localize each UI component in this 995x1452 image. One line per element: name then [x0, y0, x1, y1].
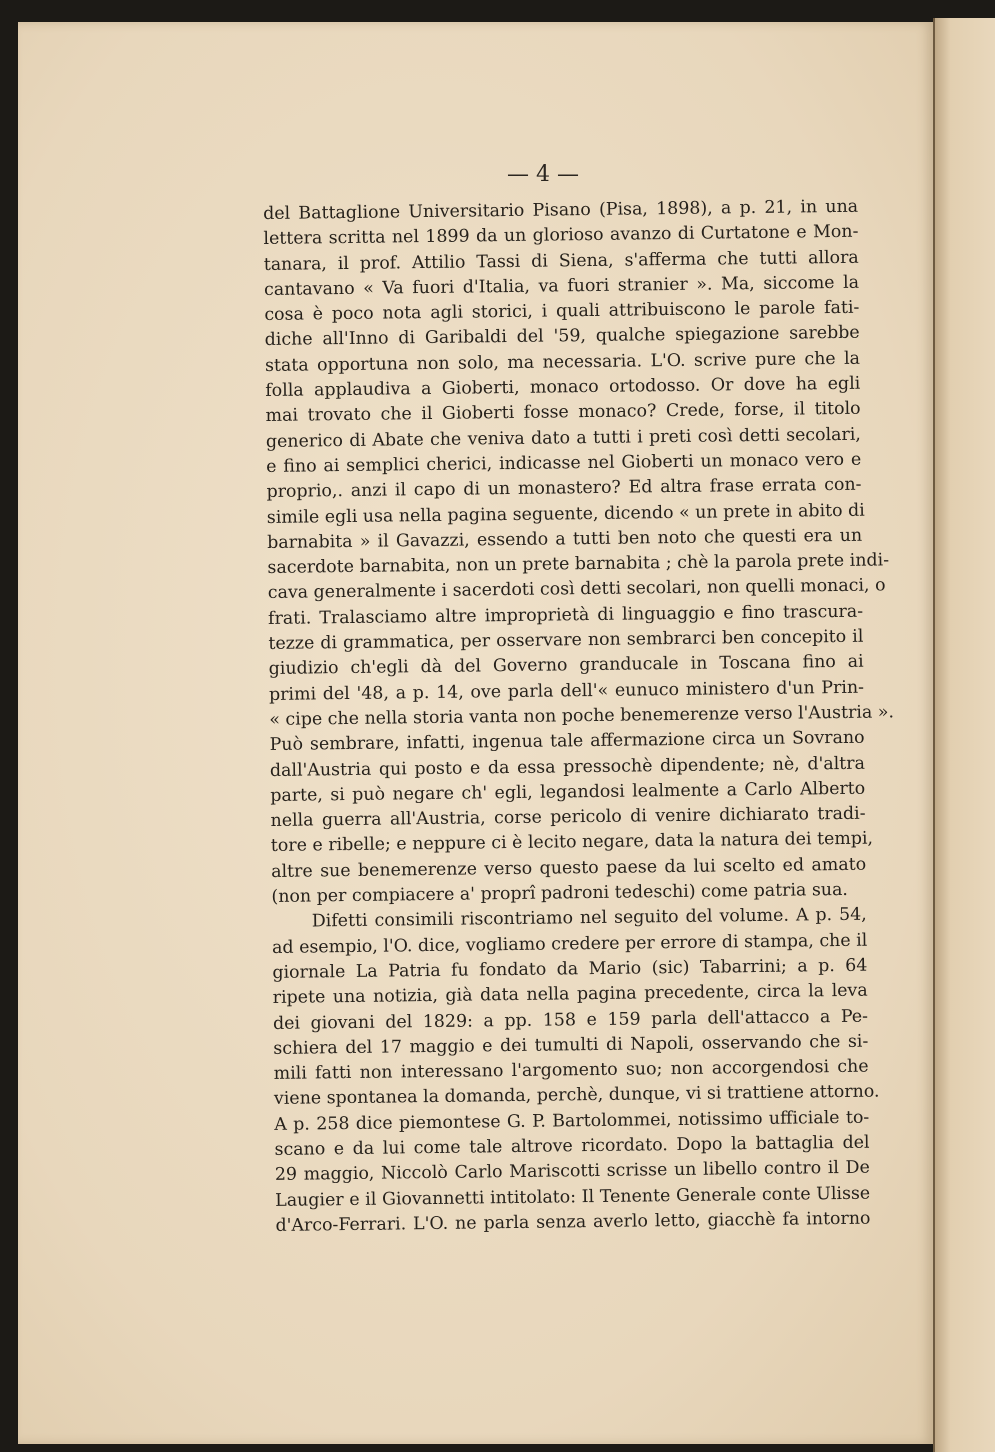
text-line: cantavano « Va fuori d'Italia, va fuori stranier ». Ma, siccome la	[263, 272, 860, 300]
text-line: e fino ai semplici cherici, indicasse nel Gioberti un monaco vero e	[266, 449, 862, 477]
text-line: ripete una notizia, già data nella pagina precedente, circa la leva	[272, 980, 868, 1009]
text-line: nella guerra all'Austria, corse pericolo di venire dichiarato tradi-	[270, 803, 866, 832]
text-line: barnabita » il Gavazzi, essendo a tutti ben noto che questi era un	[267, 525, 863, 553]
text-line: viene spontanea la domanda, perchè, dunque, vi si trattiene attorno.	[273, 1081, 880, 1110]
text-line: frati. Tralasciamo altre improprietà di linguaggio e fino trascura-	[267, 601, 864, 629]
text-line: sacerdote barnabita, non un prete barnabita ; chè la parola prete indi-	[267, 550, 890, 579]
text-line: tezze di grammatica, per osservare non sembrarci ben concepito il	[268, 626, 864, 655]
text-line: mai trovato che il Gioberti fosse monaco? Crede, forse, il titolo	[265, 399, 861, 427]
text-line: dall'Austria qui posto e da essa pressochè dipendente; nè, d'altra	[269, 753, 866, 781]
body-text	[263, 195, 895, 1239]
text-line: (non per compiacere a' proprî padroni tedeschi) come patria sua.	[271, 879, 849, 907]
text-line: A p. 258 dice piemontese G. P. Bartolommei, notissimo ufficiale to-	[274, 1107, 870, 1135]
text-line: folla applaudiva a Gioberti, monaco ortodosso. Or dove ha egli	[265, 373, 861, 402]
text-line: « cipe che nella storia vanta non poche benemerenze verso l'Austria ».	[269, 702, 895, 730]
text-line: ad esempio, l'O. dice, vogliamo credere per errore di stampa, che il	[271, 930, 868, 958]
book-page	[18, 22, 933, 1444]
text-line: parte, si può negare ch' egli, legandosi lealmente a Carlo Alberto	[270, 778, 866, 806]
text-line: diche all'Inno di Garibaldi del '59, qualche spiegazione sarebbe	[264, 323, 860, 351]
text-line: schiera del 17 maggio e dei tumulti di Napoli, osservando che si-	[273, 1031, 869, 1059]
text-line: 29 maggio, Niccolò Carlo Mariscotti scrisse un libello contro il De	[274, 1157, 870, 1186]
text-line: stata opportuna non solo, ma necessaria. L'O. scrive pure che la	[264, 348, 861, 376]
text-line: cosa è poco nota agli storici, i quali attribuiscono le parole fati-	[264, 297, 860, 326]
text-line: Difetti consimili riscontriamo nel seguito del volume. A p. 54,	[311, 904, 867, 932]
text-line: del Battaglione Universitario Pisano (Pisa, 1898), a p. 21, in una	[263, 196, 859, 224]
page-number: — 4 —	[507, 162, 579, 187]
text-line: altre sue benemerenze verso questo paese da lui scelto ed amato	[271, 854, 867, 882]
text-line: Può sembrare, infatti, ingenua tale affermazione circa un Sovrano	[269, 727, 865, 756]
text-line: lettera scritta nel 1899 da un glorioso avanzo di Curtatone e Mon-	[263, 222, 859, 250]
text-line: scano e da lui come tale altrove ricordato. Dopo la battaglia del	[274, 1132, 870, 1160]
text-line: tore e ribelle; e neppure ci è lecito negare, data la natura dei tempi,	[270, 829, 874, 857]
text-line: dei giovani del 1829: a pp. 158 e 159 parla dell'attacco a Pe-	[272, 1006, 869, 1034]
text-line: giudizio ch'egli dà del Governo granducale in Toscana fino ai	[268, 652, 864, 680]
text-line: tanara, il prof. Attilio Tassi di Siena, s'afferma che tutti allora	[263, 247, 859, 275]
text-line: proprio,. anzi il capo di un monastero? Ed altra frase errata con-	[266, 474, 862, 503]
text-line: d'Arco-Ferrari. L'O. ne parla senza averlo letto, giacchè fa intorno	[275, 1208, 871, 1236]
text-line: cava generalmente i sacerdoti così detti secolari, non quelli monaci, o	[267, 575, 886, 604]
text-line: Laugier e il Giovannetti intitolato: Il Tenente Generale conte Ulisse	[275, 1183, 871, 1211]
text-line: simile egli usa nella pagina seguente, dicendo « un prete in abito di	[266, 500, 865, 528]
text-line: generico di Abate che veniva dato a tutti i preti così detti secolari,	[265, 424, 862, 452]
text-line: mili fatti non interessano l'argomento suo; non accorgendosi che	[273, 1056, 869, 1085]
text-line: giornale La Patria fu fondato da Mario (sic) Tabarrini; a p. 64	[272, 955, 868, 983]
text-line: primi del '48, a p. 14, ove parla dell'« eunuco ministero d'un Prin-	[268, 677, 865, 705]
next-page-edge	[933, 18, 995, 1452]
